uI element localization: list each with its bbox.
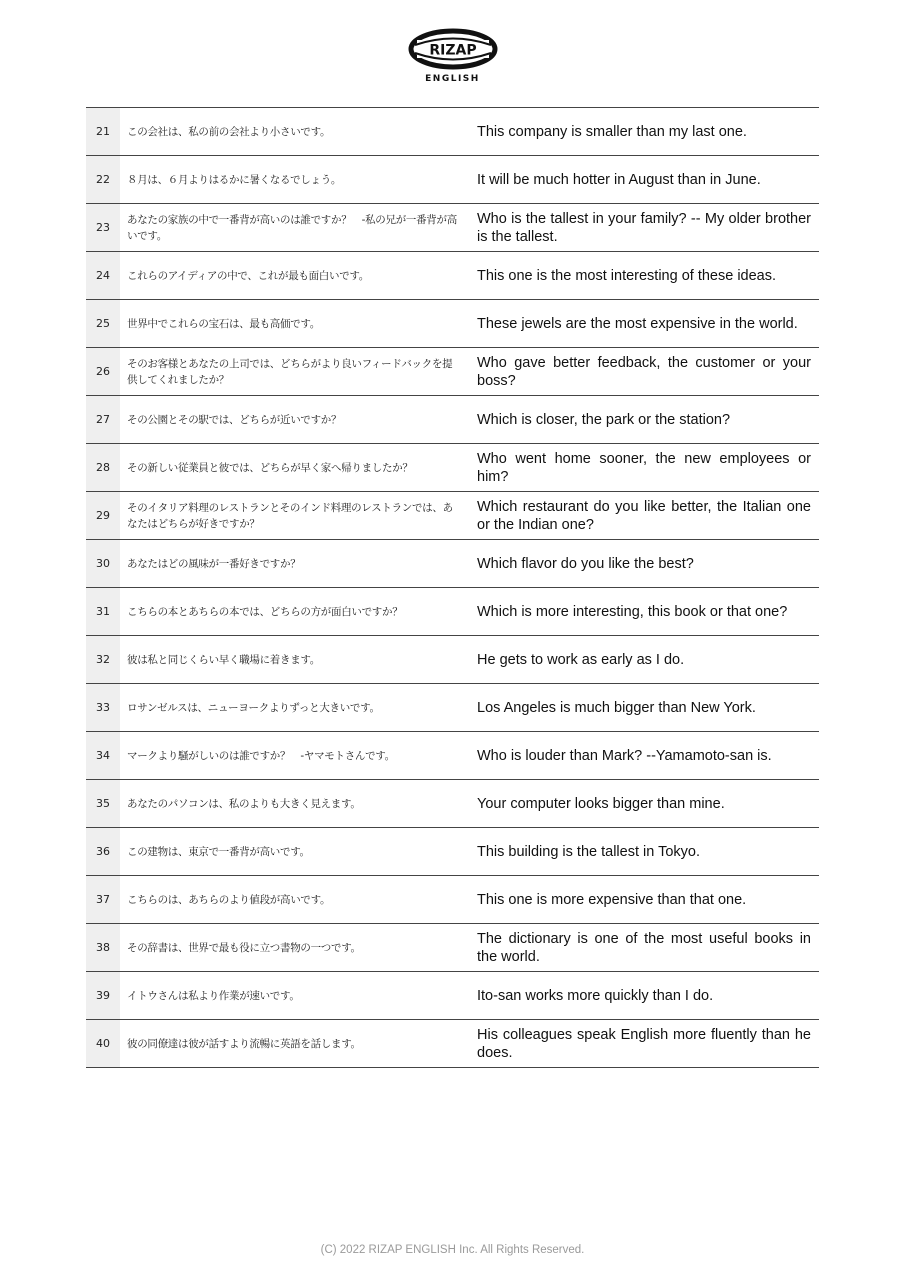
english-sentence: Los Angeles is much bigger than New York.: [477, 699, 756, 716]
table-row: [86, 1020, 819, 1068]
english-sentence: Who went home sooner, the new employees or him?: [477, 450, 811, 485]
english-sentence: Who is the tallest in your family? -- My older brother is the tallest.: [477, 210, 811, 245]
row-number: 40: [86, 1020, 120, 1067]
japanese-sentence: あなたのパソコンは、私のよりも大きく見えます。: [127, 797, 361, 810]
japanese-sentence: イトウさんは私より作業が速いです。: [127, 989, 300, 1002]
row-number: 35: [86, 780, 120, 827]
english-sentence: This one is the most interesting of these ideas.: [477, 267, 777, 284]
japanese-sentence: その公園とその駅では、どちらが近いですか？: [127, 413, 342, 426]
table-row: [86, 492, 819, 540]
rizap-logo: [407, 26, 499, 72]
row-number: 39: [86, 972, 120, 1019]
table-row: [86, 876, 819, 924]
japanese-sentence: そのお客様とあなたの上司では、どちらがより良いフィードバックを提供してくれましたか？: [127, 357, 453, 386]
japanese-sentence: その新しい従業員と彼では、どちらが早く家へ帰りましたか？: [127, 461, 413, 474]
english-sentence-cell: [468, 540, 819, 587]
english-sentence: Who gave better feedback, the customer or your boss?: [477, 354, 811, 389]
row-number: 31: [86, 588, 120, 635]
japanese-sentence: 世界中でこれらの宝石は、最も高価です。: [127, 317, 320, 330]
table-row: [86, 732, 819, 780]
japanese-sentence: これらのアイディアの中で、これが最も面白いです。: [127, 269, 369, 282]
english-sentence-cell: [468, 156, 819, 203]
row-number: 28: [86, 444, 120, 491]
english-sentence: The dictionary is one of the most useful books in the world.: [477, 930, 811, 965]
japanese-sentence: ロサンゼルスは、ニューヨークよりずっと大きいです。: [127, 701, 380, 714]
table-row: [86, 156, 819, 204]
english-sentence-cell: [468, 684, 819, 731]
table-row: [86, 588, 819, 636]
english-sentence: It will be much hotter in August than in June.: [477, 171, 761, 188]
row-number: 23: [86, 204, 120, 251]
english-sentence-cell: [468, 108, 819, 155]
japanese-sentence: こちらのは、あちらのより値段が高いです。: [127, 893, 331, 906]
table-row: [86, 924, 819, 972]
table-row: [86, 828, 819, 876]
row-number: 25: [86, 300, 120, 347]
row-number: 27: [86, 396, 120, 443]
row-number: 22: [86, 156, 120, 203]
table-row: [86, 300, 819, 348]
japanese-sentence: この会社は、私の前の会社より小さいです。: [127, 125, 331, 138]
english-sentence-cell: [468, 492, 819, 539]
english-sentence: Which restaurant do you like better, the Italian one or the Indian one?: [477, 498, 811, 533]
japanese-sentence: そのイタリア料理のレストランとそのインド料理のレストランでは、あなたはどちらが好きですか？: [127, 501, 453, 530]
japanese-sentence: あなたはどの風味が一番好きですか？: [127, 557, 301, 570]
table-row: [86, 972, 819, 1020]
japanese-sentence: 彼は私と同じくらい早く職場に着きます。: [127, 653, 320, 666]
english-sentence: Who is louder than Mark? --Yamamoto-san is.: [477, 747, 772, 764]
english-sentence: Which flavor do you like the best?: [477, 555, 694, 572]
english-sentence-cell: [468, 636, 819, 683]
english-sentence: These jewels are the most expensive in the world.: [477, 315, 798, 332]
english-sentence-cell: [468, 444, 819, 491]
sentence-table: [86, 107, 819, 1068]
english-sentence-cell: [468, 780, 819, 827]
row-number: 21: [86, 108, 120, 155]
english-sentence-cell: [468, 924, 819, 971]
table-row: [86, 684, 819, 732]
logo-wordmark: RIZAP: [428, 42, 477, 59]
english-sentence: His colleagues speak English more fluently than he does.: [477, 1026, 811, 1061]
table-row: [86, 444, 819, 492]
row-number: 32: [86, 636, 120, 683]
table-row: [86, 780, 819, 828]
row-number: 36: [86, 828, 120, 875]
english-sentence-cell: [468, 396, 819, 443]
english-sentence: Your computer looks bigger than mine.: [477, 795, 725, 812]
english-sentence: This company is smaller than my last one.: [477, 123, 747, 140]
row-number: 30: [86, 540, 120, 587]
english-sentence: Which is more interesting, this book or that one?: [477, 603, 788, 620]
english-sentence-cell: [468, 252, 819, 299]
japanese-sentence: マークより騒がしいのは誰ですか？ -ヤマモトさんです。: [127, 749, 395, 762]
japanese-sentence: ８月は、６月よりはるかに暑くなるでしょう。: [127, 173, 342, 186]
row-number: 24: [86, 252, 120, 299]
japanese-sentence: 彼の同僚達は彼が話すより流暢に英語を話します。: [127, 1037, 361, 1050]
japanese-sentence: この建物は、東京で一番背が高いです。: [127, 845, 310, 858]
english-sentence: He gets to work as early as I do.: [477, 651, 685, 668]
english-sentence-cell: [468, 588, 819, 635]
table-row: [86, 252, 819, 300]
english-sentence-cell: [468, 876, 819, 923]
row-number: 33: [86, 684, 120, 731]
table-row: [86, 636, 819, 684]
english-sentence-cell: [468, 204, 819, 251]
row-number: 26: [86, 348, 120, 395]
table-row: [86, 540, 819, 588]
english-sentence-cell: [468, 300, 819, 347]
japanese-sentence: こちらの本とあちらの本では、どちらの方が面白いですか？: [127, 605, 403, 618]
english-sentence: Which is closer, the park or the station?: [477, 411, 731, 428]
row-number: 37: [86, 876, 120, 923]
english-sentence-cell: [468, 828, 819, 875]
row-number: 34: [86, 732, 120, 779]
table-row: [86, 204, 819, 252]
table-row: [86, 348, 819, 396]
english-sentence: Ito-san works more quickly than I do.: [477, 987, 714, 1004]
english-sentence: This building is the tallest in Tokyo.: [477, 843, 700, 860]
table-row: [86, 396, 819, 444]
table-row: [86, 108, 819, 156]
english-sentence: This one is more expensive than that one.: [477, 891, 747, 908]
logo-subtext: ENGLISH: [425, 74, 480, 84]
copyright-footer: (C) 2022 RIZAP ENGLISH Inc. All Rights Reserved.: [320, 1244, 585, 1256]
page-header: [0, 26, 905, 84]
row-number: 38: [86, 924, 120, 971]
english-sentence-cell: [468, 732, 819, 779]
english-sentence-cell: [468, 1020, 819, 1067]
japanese-sentence: あなたの家族の中で一番背が高いのは誰ですか？ -私の兄が一番背が高いです。: [127, 213, 457, 242]
english-sentence-cell: [468, 972, 819, 1019]
english-sentence-cell: [468, 348, 819, 395]
japanese-sentence: その辞書は、世界で最も役に立つ書物の一つです。: [127, 941, 361, 954]
row-number: 29: [86, 492, 120, 539]
